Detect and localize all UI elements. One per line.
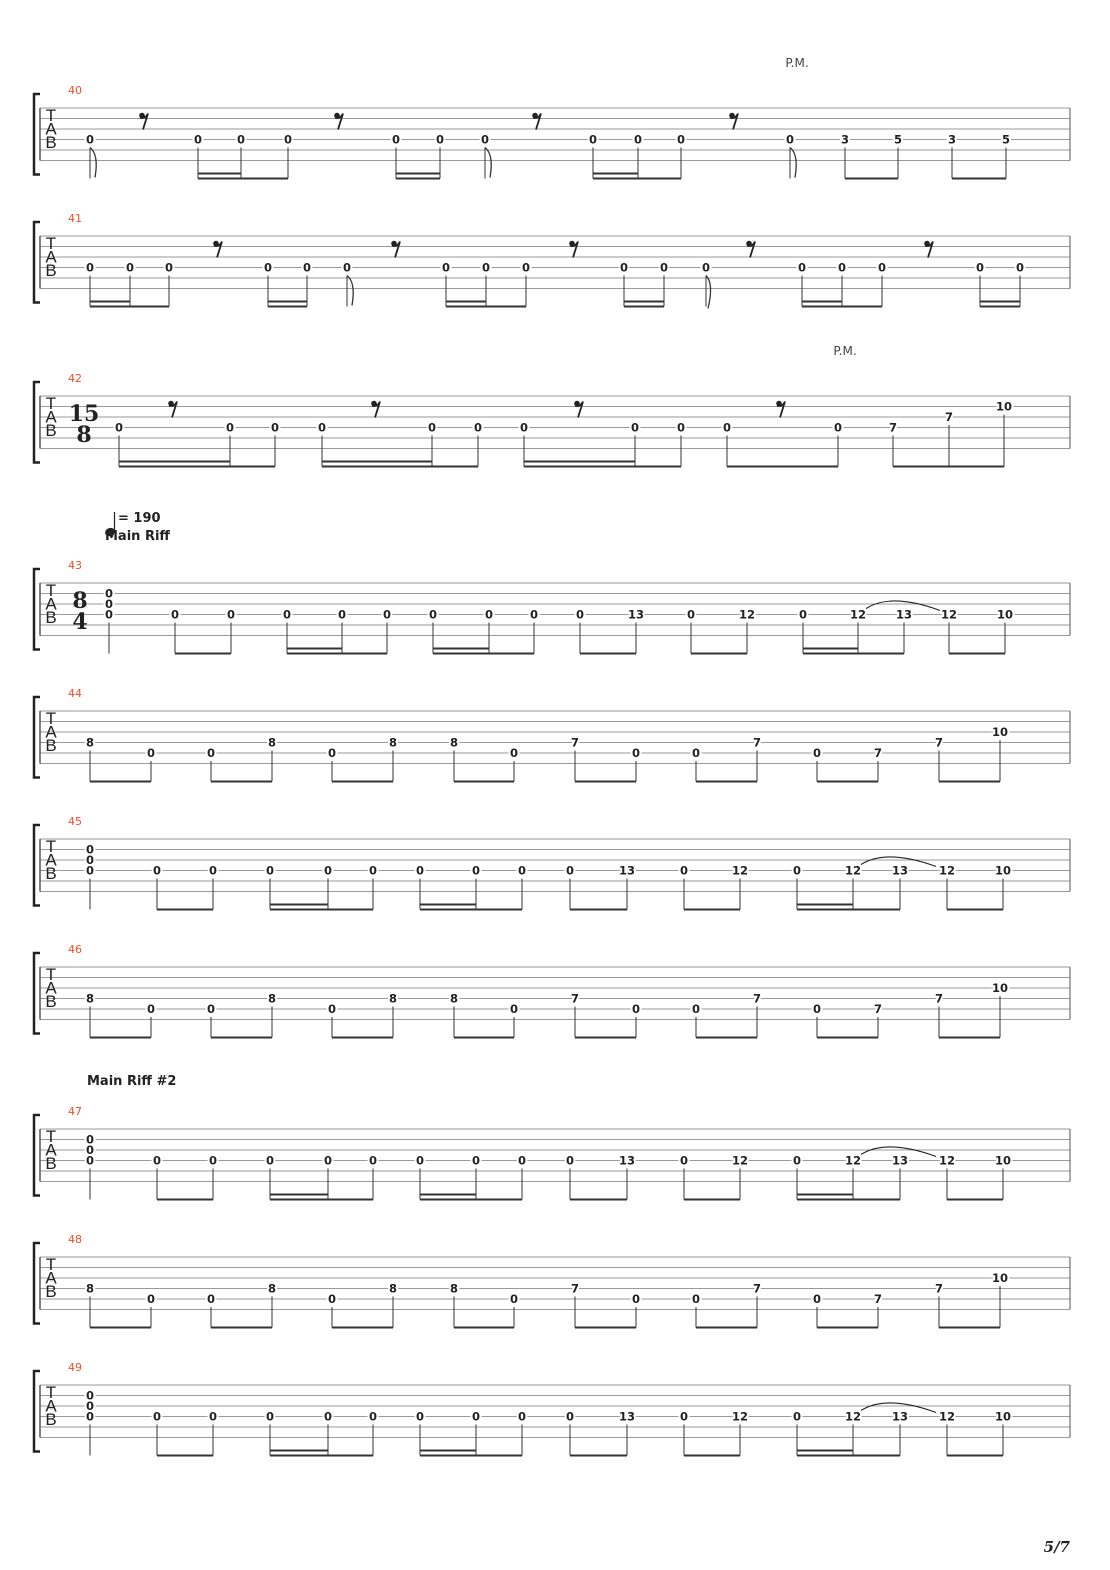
fret-number: 0 (691, 1002, 701, 1016)
measure-number: 45 (68, 815, 82, 828)
fret-number: 0 (146, 1292, 156, 1306)
fret-number: 0 (152, 1153, 162, 1168)
fret-number: 0 (317, 420, 327, 435)
fret-number: 13 (618, 863, 636, 878)
tab-clef-letter: T (45, 234, 57, 253)
fret-number: 7 (934, 735, 944, 750)
fret-number: 0 (146, 1002, 156, 1016)
fret-number: 0 (473, 420, 483, 435)
fret-number: 13 (895, 607, 913, 622)
fret-number: 0 (225, 420, 235, 435)
fret-number: 0 (226, 607, 236, 622)
fret-number: 0 (481, 260, 491, 275)
tab-staff-system (34, 511, 1070, 654)
fret-number: 0 (837, 260, 847, 275)
fret-number: 0 (441, 260, 451, 275)
fret-number: 0 (519, 420, 529, 435)
fret-number: 0 (435, 132, 445, 147)
eighth-flag (485, 148, 491, 178)
tab-clef-letter: B (45, 992, 57, 1011)
tab-clef-letter: A (45, 1140, 57, 1160)
measure-number: 42 (68, 372, 82, 385)
fret-number: 8 (85, 991, 95, 1006)
tab-clef-letter: B (45, 421, 57, 440)
fret-number: 0 (327, 1292, 337, 1306)
measure-number: 47 (68, 1105, 82, 1118)
tab-clef-letter: B (45, 1410, 57, 1429)
fret-number: 0 (146, 746, 156, 760)
fret-number: 10 (991, 1271, 1009, 1285)
fret-number: 0 (368, 1409, 378, 1424)
tab-clef-letter: T (45, 709, 57, 728)
system-bracket (34, 1371, 40, 1452)
fret-number: 0 (565, 1153, 575, 1168)
tab-staff-system (34, 56, 1070, 179)
tab-staff-system (34, 1361, 1070, 1456)
fret-number: 5 (893, 132, 903, 147)
measure-number: 48 (68, 1233, 82, 1246)
fret-number: 0 (691, 746, 701, 760)
fret-number: 0 (517, 1409, 527, 1424)
fret-number: 0 (104, 607, 114, 622)
fret-number: 0 (415, 1153, 425, 1168)
tempo-marking: = 190 (118, 511, 161, 526)
fret-number: 13 (891, 863, 909, 878)
time-signature-numerator: 15 (68, 401, 100, 427)
fret-number: 0 (85, 1132, 95, 1147)
fret-number: 0 (471, 1153, 481, 1168)
fret-number: 12 (844, 1409, 862, 1424)
tab-clef-letter: T (45, 1127, 57, 1146)
tab-clef-letter: B (45, 1154, 57, 1173)
fret-number: 0 (342, 260, 352, 275)
tab-staff-system (34, 943, 1070, 1038)
fret-number: 8 (388, 735, 398, 750)
fret-number: 0 (302, 260, 312, 275)
measure-number: 44 (68, 687, 82, 700)
fret-number: 0 (631, 746, 641, 760)
fret-number: 0 (152, 1409, 162, 1424)
fret-number: 0 (208, 863, 218, 878)
tab-clef-letter: T (45, 965, 57, 984)
tab-staff-system (34, 815, 1070, 910)
fret-number: 7 (888, 420, 898, 435)
fret-number: 10 (994, 863, 1012, 878)
fret-number: 7 (873, 1002, 883, 1016)
fret-number: 0 (877, 260, 887, 275)
fret-number: 0 (391, 132, 401, 147)
system-bracket (34, 222, 40, 303)
fret-number: 0 (679, 863, 689, 878)
fret-number: 0 (337, 607, 347, 622)
fret-number: 0 (480, 132, 490, 147)
fret-number: 0 (565, 1409, 575, 1424)
tab-clef-letter: T (45, 581, 57, 600)
tab-clef-letter: A (45, 978, 57, 998)
measure-number: 43 (68, 559, 82, 572)
fret-number: 0 (471, 1409, 481, 1424)
tab-clef-letter: B (45, 864, 57, 883)
fret-number: 0 (631, 1292, 641, 1306)
measure-number: 41 (68, 212, 82, 225)
fret-number: 0 (619, 260, 629, 275)
fret-number: 0 (676, 420, 686, 435)
tab-clef-letter: B (45, 608, 57, 627)
fret-number: 12 (731, 1409, 749, 1424)
fret-number: 8 (388, 991, 398, 1006)
fret-number: 7 (934, 991, 944, 1006)
fret-number: 0 (282, 607, 292, 622)
tab-clef-letter: T (45, 106, 57, 125)
fret-number: 7 (944, 410, 954, 424)
fret-number: 0 (323, 1409, 333, 1424)
fret-number: 10 (991, 981, 1009, 995)
system-bracket (34, 1115, 40, 1196)
tab-clef-letter: A (45, 407, 57, 427)
fret-number: 7 (934, 1281, 944, 1296)
fret-number: 0 (368, 863, 378, 878)
fret-number: 12 (938, 1409, 956, 1424)
measure-number: 40 (68, 84, 82, 97)
fret-number: 0 (85, 853, 95, 867)
fret-number: 0 (792, 1409, 802, 1424)
fret-number: 0 (415, 863, 425, 878)
fret-number: 7 (752, 991, 762, 1006)
fret-number: 0 (85, 260, 95, 275)
fret-number: 10 (996, 607, 1014, 622)
fret-number: 7 (570, 1281, 580, 1296)
fret-number: 0 (798, 607, 808, 622)
system-bracket (34, 94, 40, 175)
measure-number: 49 (68, 1361, 82, 1374)
time-signature-denominator: 8 (76, 422, 92, 448)
tab-clef-letter: B (45, 261, 57, 280)
fret-number: 0 (85, 1153, 95, 1168)
fret-number: 0 (104, 586, 114, 601)
tab-staff-system (34, 1233, 1070, 1328)
tab-clef-letter: T (45, 1383, 57, 1402)
fret-number: 0 (382, 607, 392, 622)
tab-clef-letter: A (45, 119, 57, 139)
fret-number: 12 (844, 863, 862, 878)
fret-number: 0 (484, 607, 494, 622)
fret-number: 0 (588, 132, 598, 147)
fret-number: 0 (676, 132, 686, 147)
fret-number: 7 (752, 735, 762, 750)
fret-number: 0 (265, 863, 275, 878)
eighth-flag (90, 148, 96, 178)
fret-number: 0 (85, 1388, 95, 1403)
eighth-flag (706, 276, 711, 309)
fret-number: 0 (521, 260, 531, 275)
fret-number: 8 (267, 1281, 277, 1296)
tab-clef-letter: B (45, 133, 57, 152)
tab-clef-letter: A (45, 850, 57, 870)
fret-number: 0 (164, 260, 174, 275)
fret-number: 0 (975, 260, 985, 275)
fret-number: 12 (738, 607, 756, 622)
palm-mute-label: P.M. (785, 56, 809, 70)
fret-number: 10 (994, 1153, 1012, 1168)
fret-number: 0 (170, 607, 180, 622)
system-bracket (34, 1243, 40, 1324)
fret-number: 0 (1015, 260, 1025, 275)
fret-number: 12 (849, 607, 867, 622)
fret-number: 12 (938, 1153, 956, 1168)
fret-number: 7 (873, 1292, 883, 1306)
fret-number: 0 (104, 597, 114, 611)
fret-number: 0 (701, 260, 711, 275)
fret-number: 0 (691, 1292, 701, 1306)
fret-number: 0 (785, 132, 795, 147)
tab-clef-letter: A (45, 1396, 57, 1416)
fret-number: 0 (265, 1409, 275, 1424)
tab-clef-letter: B (45, 1282, 57, 1301)
fret-number: 0 (812, 746, 822, 760)
fret-number: 0 (679, 1409, 689, 1424)
fret-number: 8 (85, 735, 95, 750)
fret-number: 13 (891, 1153, 909, 1168)
fret-number: 0 (283, 132, 293, 147)
palm-mute-label: P.M. (833, 344, 857, 358)
fret-number: 12 (938, 863, 956, 878)
fret-number: 5 (1001, 132, 1011, 147)
fret-number: 0 (206, 1002, 216, 1016)
tab-clef-letter: A (45, 594, 57, 614)
fret-number: 8 (85, 1281, 95, 1296)
fret-number: 0 (722, 420, 732, 435)
time-signature-denominator: 4 (72, 609, 88, 635)
fret-number: 0 (125, 260, 135, 275)
tab-clef-letter: A (45, 1268, 57, 1288)
fret-number: 0 (85, 842, 95, 857)
fret-number: 0 (633, 132, 643, 147)
fret-number: 7 (570, 991, 580, 1006)
fret-number: 13 (618, 1153, 636, 1168)
measure-number: 46 (68, 943, 82, 956)
tab-clef-letter: A (45, 722, 57, 742)
system-bracket (34, 825, 40, 906)
fret-number: 3 (947, 132, 957, 147)
fret-number: 0 (208, 1409, 218, 1424)
fret-number: 0 (575, 607, 585, 622)
fret-number: 13 (627, 607, 645, 622)
fret-number: 0 (679, 1153, 689, 1168)
fret-number: 7 (570, 735, 580, 750)
system-bracket (34, 569, 40, 650)
fret-number: 0 (565, 863, 575, 878)
eighth-flag (347, 276, 353, 306)
fret-number: 8 (388, 1281, 398, 1296)
system-bracket (34, 382, 40, 463)
fret-number: 10 (995, 399, 1013, 414)
system-bracket (34, 953, 40, 1034)
section-label: Main Riff #2 (87, 1074, 177, 1089)
fret-number: 0 (193, 132, 203, 147)
fret-number: 0 (812, 1002, 822, 1016)
fret-number: 12 (844, 1153, 862, 1168)
fret-number: 0 (206, 1292, 216, 1306)
fret-number: 0 (427, 420, 437, 435)
fret-number: 3 (840, 132, 850, 147)
fret-number: 0 (659, 260, 669, 275)
fret-number: 0 (263, 260, 273, 275)
tab-staff-system (34, 687, 1070, 782)
fret-number: 0 (368, 1153, 378, 1168)
tab-staff-system (34, 344, 1070, 467)
fret-number: 12 (940, 607, 958, 622)
fret-number: 0 (529, 607, 539, 622)
fret-number: 0 (270, 420, 280, 435)
fret-number: 0 (206, 746, 216, 760)
tab-staff-system (34, 1074, 1070, 1200)
fret-number: 0 (85, 132, 95, 147)
fret-number: 0 (114, 420, 124, 435)
fret-number: 0 (208, 1153, 218, 1168)
fret-number: 8 (449, 735, 459, 750)
fret-number: 0 (236, 132, 246, 147)
fret-number: 0 (327, 746, 337, 760)
fret-number: 0 (415, 1409, 425, 1424)
fret-number: 0 (85, 863, 95, 878)
fret-number: 0 (792, 1153, 802, 1168)
fret-number: 0 (85, 1409, 95, 1424)
time-signature-numerator: 8 (72, 588, 88, 614)
fret-number: 13 (891, 1409, 909, 1424)
fret-number: 0 (792, 863, 802, 878)
fret-number: 0 (265, 1153, 275, 1168)
fret-number: 0 (428, 607, 438, 622)
tab-staff-system (34, 212, 1070, 309)
fret-number: 0 (686, 607, 696, 622)
system-bracket (34, 697, 40, 778)
fret-number: 8 (267, 991, 277, 1006)
eighth-flag (790, 148, 796, 178)
tab-clef-letter: B (45, 736, 57, 755)
fret-number: 0 (152, 863, 162, 878)
fret-number: 0 (631, 1002, 641, 1016)
fret-number: 10 (994, 1409, 1012, 1424)
fret-number: 0 (323, 863, 333, 878)
tab-clef-letter: T (45, 837, 57, 856)
fret-number: 8 (267, 735, 277, 750)
fret-number: 0 (812, 1292, 822, 1306)
fret-number: 8 (449, 1281, 459, 1296)
tab-clef-letter: T (45, 394, 57, 413)
tab-clef-letter: T (45, 1255, 57, 1274)
fret-number: 0 (797, 260, 807, 275)
fret-number: 12 (731, 1153, 749, 1168)
fret-number: 0 (85, 1399, 95, 1413)
fret-number: 0 (471, 863, 481, 878)
fret-number: 0 (833, 420, 843, 435)
fret-number: 0 (517, 1153, 527, 1168)
fret-number: 0 (509, 1292, 519, 1306)
fret-number: 12 (731, 863, 749, 878)
fret-number: 13 (618, 1409, 636, 1424)
fret-number: 8 (449, 991, 459, 1006)
fret-number: 0 (517, 863, 527, 878)
fret-number: 10 (991, 725, 1009, 739)
fret-number: 7 (752, 1281, 762, 1296)
fret-number: 0 (630, 420, 640, 435)
section-label: Main Riff (105, 529, 170, 544)
page-number: 5/7 (1043, 1538, 1070, 1556)
fret-number: 0 (509, 746, 519, 760)
fret-number: 0 (85, 1143, 95, 1157)
fret-number: 0 (323, 1153, 333, 1168)
tab-clef-letter: A (45, 247, 57, 267)
fret-number: 0 (509, 1002, 519, 1016)
fret-number: 7 (873, 746, 883, 760)
fret-number: 0 (327, 1002, 337, 1016)
